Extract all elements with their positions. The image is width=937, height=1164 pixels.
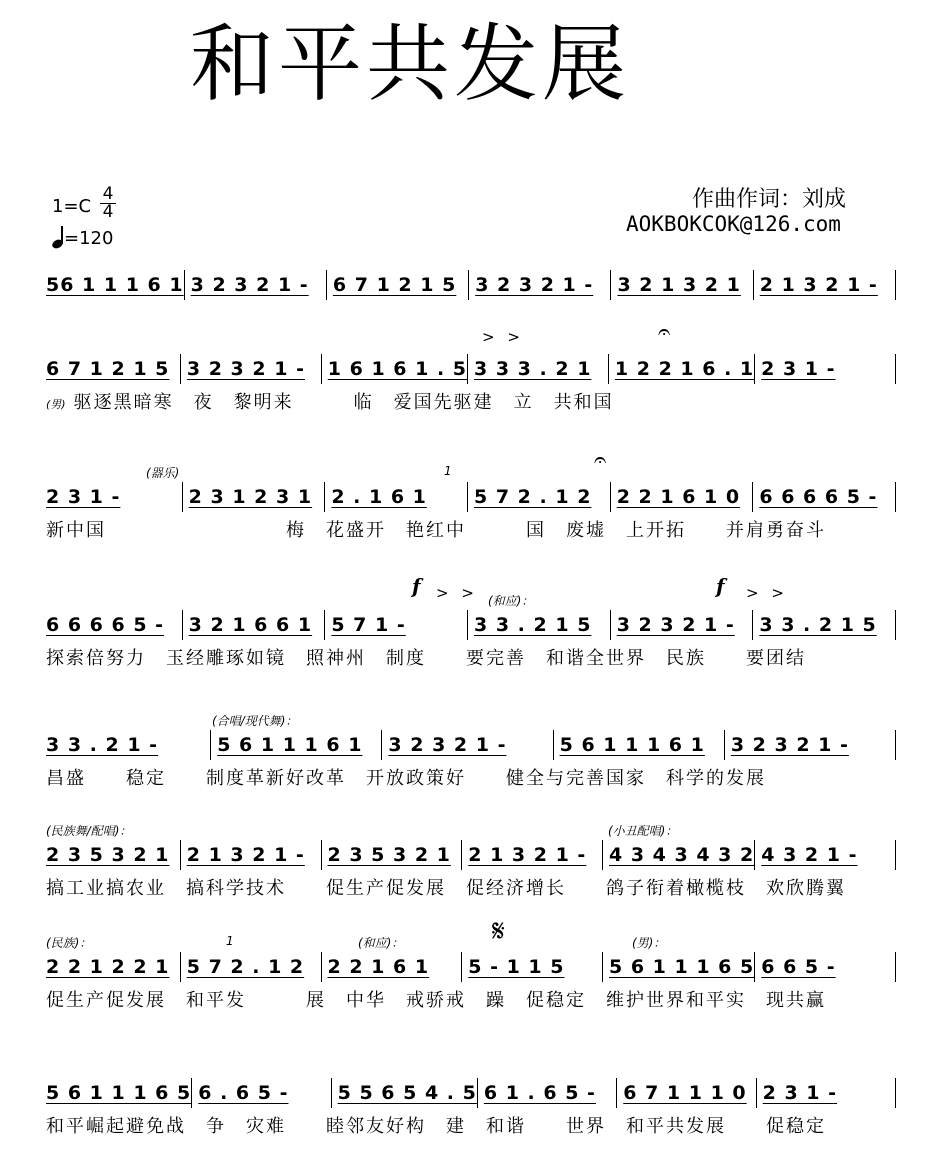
measure: 1 6 1 6 1 . 5 [322, 354, 468, 384]
row-notes [46, 1074, 896, 1108]
measure: 5 5 6 5 4 . 5 [332, 1078, 478, 1108]
row-notes [46, 606, 896, 640]
row-notes [46, 266, 896, 300]
measure: 6 7 1 2 1 5 [46, 354, 181, 384]
tempo-value: =120 [64, 228, 114, 249]
row-markings [46, 320, 896, 350]
lyrics-text: 搞工业搞农业 搞科学技术 促生产促发展 促经济增长 鸽子衔着橄榄枝 欢欣腾翼 [46, 878, 846, 899]
measure: 6 1 . 6 5 - [478, 1078, 617, 1108]
time-signature [100, 186, 116, 221]
performance-note: (器乐) [146, 466, 180, 480]
measure: 2 2 1 2 2 1 [46, 952, 181, 982]
performance-note: (小丑配唱)： [608, 824, 678, 838]
measure: 4 3 4 3 4 3 2 [603, 840, 755, 870]
row-notes [46, 726, 896, 760]
measure: 3 2 3 2 1 - [611, 610, 754, 640]
voice-note: (男) [46, 398, 66, 411]
measure: 2 3 1 - [755, 354, 896, 384]
time-numerator: 4 [102, 184, 114, 204]
measure: 2 3 5 3 2 1 [46, 840, 181, 870]
lyrics-line [46, 644, 896, 670]
accent-mark: > > [746, 584, 788, 602]
row-markings [46, 702, 896, 726]
measure: 3 2 1 6 6 1 [183, 610, 326, 640]
fermata-icon: 𝄐 [594, 448, 607, 473]
measure: 6 6 6 6 5 - [753, 482, 896, 512]
measure: 5 - 1 1 5 [462, 952, 603, 982]
dynamic-mark: f [412, 574, 421, 598]
lyrics-text: 新中国 梅 花盛开 艳红中 国 废墟 上开拓 并肩勇奋斗 [46, 520, 826, 541]
lyrics-line [46, 1112, 896, 1138]
measure: 2 2 1 6 1 [322, 952, 463, 982]
measure: 3 2 3 2 1 - [181, 354, 322, 384]
lyrics-line [46, 874, 896, 900]
measure: 2 1 3 2 1 - [462, 840, 603, 870]
measure: 2 . 1 6 1 [325, 482, 468, 512]
measure: 3 3 . 2 1 - [46, 730, 211, 760]
measure: 2 3 1 - [757, 1078, 896, 1108]
measure: 5 6 1 1 1 6 5 [46, 1078, 192, 1108]
lyrics-line [46, 764, 896, 790]
key-signature: 1=C [52, 196, 92, 217]
song-title: 和平共发展 [190, 15, 631, 113]
time-denominator: 4 [100, 203, 116, 221]
performance-note: (和应)： [358, 936, 404, 950]
measure: 6 6 5 - [755, 952, 896, 982]
dynamic-mark: f [716, 574, 725, 598]
lyrics-text: 驱逐黑暗寒 夜 黎明来 临 爱国先驱建 立 共和国 [73, 392, 614, 413]
segno-icon: 𝄋 [492, 914, 505, 949]
lyrics-text: 促生产促发展 和平发 展 中华 戒骄戒 躁 促稳定 维护世界和平实 现共赢 [46, 990, 826, 1011]
row-markings [46, 448, 896, 480]
row-markings [46, 812, 896, 836]
performance-note: 1 [226, 934, 234, 948]
measure: 5 7 1 - [325, 610, 468, 640]
row-notes [46, 478, 896, 512]
row-markings [46, 914, 896, 950]
row-notes [46, 350, 896, 384]
measure: 6 . 6 5 - [192, 1078, 331, 1108]
measure: 3 2 3 2 1 - [185, 270, 327, 300]
measure: 3 2 3 2 1 - [382, 730, 553, 760]
measure: 3 3 3 . 2 1 [468, 354, 609, 384]
row-markings [46, 1050, 896, 1074]
measure: 5 7 2 . 1 2 [181, 952, 322, 982]
lyrics-text: 昌盛 稳定 制度革新好改革 开放政策好 健全与完善国家 科学的发展 [46, 768, 766, 789]
performance-note: (和应)： [488, 594, 534, 608]
measure: 5 6 1 1 1 6 1 [211, 730, 382, 760]
measure: 1 2 2 1 6 . 1 [609, 354, 755, 384]
lyrics-line [46, 388, 896, 414]
fermata-icon: 𝄐 [658, 320, 671, 345]
measure: 2 1 3 2 1 - [181, 840, 322, 870]
measure: 56 1 1 1 6 1 [46, 270, 185, 300]
row-markings [46, 242, 896, 266]
measure: 4 3 2 1 - [755, 840, 896, 870]
performance-note: (民族)： [46, 936, 92, 950]
performance-note: (合唱/现代舞)： [212, 714, 298, 728]
performance-note: (民族舞/配唱)： [46, 824, 132, 838]
measure: 2 3 5 3 2 1 [322, 840, 463, 870]
performance-note: (男)： [632, 936, 666, 950]
measure: 6 7 1 1 1 0 [617, 1078, 756, 1108]
measure: 3 3 . 2 1 5 [468, 610, 611, 640]
lyrics-line [46, 516, 896, 542]
measure: 2 2 1 6 1 0 [611, 482, 754, 512]
measure: 6 6 6 6 5 - [46, 610, 183, 640]
row-notes [46, 836, 896, 870]
measure: 3 2 3 2 1 - [469, 270, 611, 300]
measure: 3 3 . 2 1 5 [753, 610, 896, 640]
measure: 5 6 1 1 1 6 5 [603, 952, 755, 982]
measure: 2 3 1 2 3 1 [183, 482, 326, 512]
contact-email: AOKBOKCOK@126.com [626, 212, 841, 236]
measure: 3 2 3 2 1 - [725, 730, 896, 760]
accent-mark: > > [436, 584, 478, 602]
measure: 2 3 1 - [46, 482, 183, 512]
lyrics-line [46, 986, 896, 1012]
lyrics-text: 探索倍努力 玉经雕琢如镜 照神州 制度 要完善 和谐全世界 民族 要团结 [46, 648, 806, 669]
performance-note: 1 [444, 464, 452, 478]
measure: 3 2 1 3 2 1 [611, 270, 753, 300]
lyrics-text: 和平崛起避免战 争 灾难 睦邻友好构 建 和谐 世界 和平共发展 促稳定 [46, 1116, 826, 1137]
row-notes [46, 948, 896, 982]
measure: 5 6 1 1 1 6 1 [554, 730, 725, 760]
measure: 6 7 1 2 1 5 [327, 270, 469, 300]
measure: 5 7 2 . 1 2 [468, 482, 611, 512]
row-markings [46, 574, 896, 608]
measure: 2 1 3 2 1 - [754, 270, 896, 300]
composer-credit: 作曲作词：刘成 [692, 187, 847, 212]
accent-mark: > > [482, 328, 524, 346]
